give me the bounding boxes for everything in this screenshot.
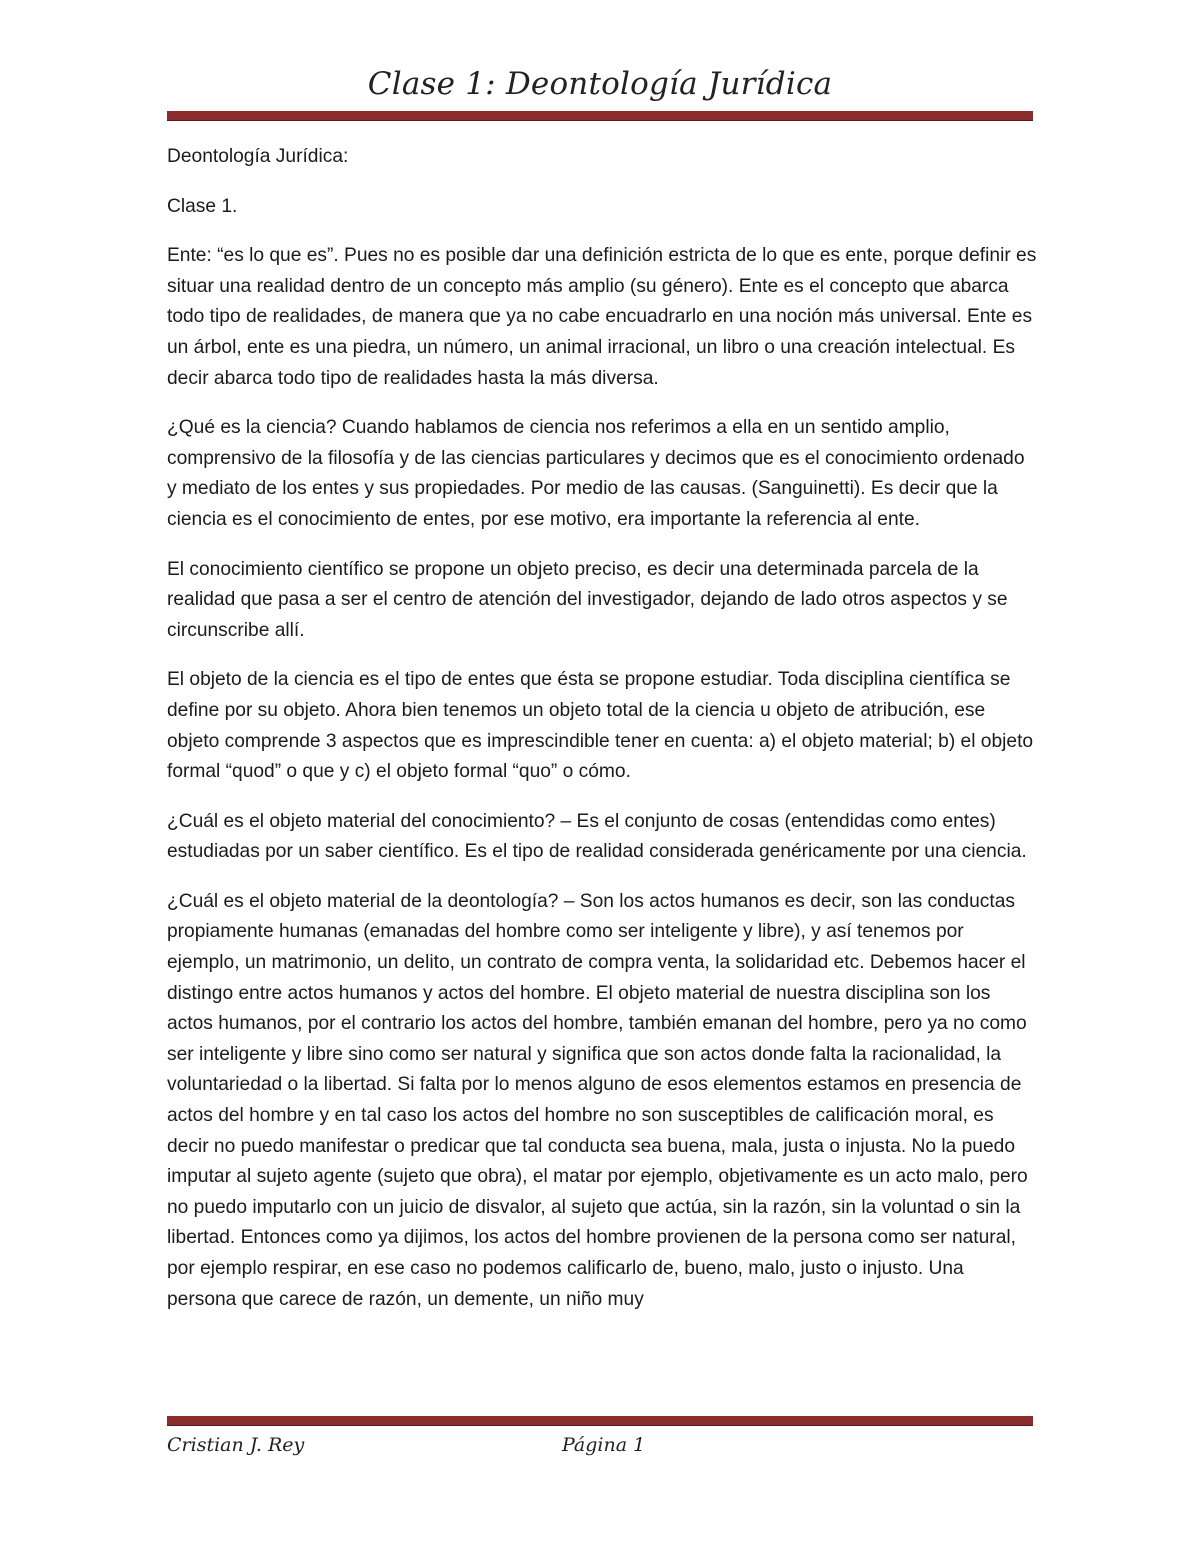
paragraph-objeto-material-conocimiento: ¿Cuál es el objeto material del conocimiento? – Es el conjunto de cosas (entendidas como entes) estudiadas por un saber científico. Es el tipo de realidad considerada genéricamente por una ciencia. (167, 810, 1027, 863)
footer-page-number: Página 1 (562, 1434, 646, 1456)
page-header-title: Clase 1: Deontología Jurídica (367, 66, 833, 102)
paragraph-conocimiento-cientifico: El conocimiento científico se propone un objeto preciso, es decir una determinada parcela de la realidad que pasa a ser el centro de atención del investigador, dejando de lado otros aspectos y se circunscribe allí. (167, 558, 1008, 641)
paragraph-class-label: Clase 1. (167, 195, 238, 217)
paragraph-objeto-material-deontologia: ¿Cuál es el objeto material de la deontología? – Son los actos humanos es decir, son las conductas propiamente humanas (emanadas del hombre como ser inteligente y libre), y así tenemos por ejemplo, un matrimonio, un delito, un contrato de compra venta, la solidaridad etc. Debemos hacer el distingo entre actos humanos y actos del hombre. El objeto material de nuestra disciplina son los actos humanos, por el contrario los actos del hombre, también emanan del hombre, pero ya no como ser inteligente y libre sino como ser natural y significa que son actos donde falta la racionalidad, la voluntariedad o la libertad. Si falta por lo menos alguno de esos elementos estamos en presencia de actos del hombre y en tal caso los actos del hombre no son susceptibles de calificación moral, es decir no puedo manifestar o predicar que tal conducta sea buena, mala, justa o injusta. No la puedo imputar al sujeto agente (sujeto que obra), el matar por ejemplo, objetivamente es un acto malo, pero no puedo imputarlo con un juicio de disvalor, al sujeto que actúa, sin la razón, sin la voluntad o sin la libertad. Entonces como ya dijimos, los actos del hombre provienen de la persona como ser natural, por ejemplo respirar, en ese caso no podemos calificarlo de, bueno, malo, justo o injusto. Una persona que carece de razón, un demente, un niño muy (167, 890, 1028, 1310)
header-rule (167, 111, 1033, 121)
paragraph-heading: Deontología Jurídica: (167, 146, 349, 167)
footer-author: Cristian J. Rey (167, 1434, 305, 1456)
paragraph-objeto-ciencia: El objeto de la ciencia es el tipo de entes que ésta se propone estudiar. Toda disciplina científica se define por su objeto. Ahora bien tenemos un objeto total de la ciencia u objeto de atribución, ese objeto comprende 3 aspectos que es imprescindible tener en cuenta: a) el objeto material; b) el objeto formal “quod” o que y c) el objeto formal “quo” o cómo. (167, 669, 1034, 783)
paragraph-ciencia: ¿Qué es la ciencia? Cuando hablamos de ciencia nos referimos a ella en un sentido amplio, comprensivo de la filosofía y de las ciencias particulares y decimos que es el conocimiento ordenado y mediato de los entes y sus propiedades. Por medio de las causas. (Sanguinetti). Es decir que la ciencia es el conocimiento de entes, por ese motivo, era importante la referencia al ente. (167, 417, 1025, 530)
paragraph-ente: Ente: “es lo que es”. Pues no es posible dar una definición estricta de lo que es ente, porque definir es situar una realidad dentro de un concepto más amplio (su género). Ente es el concepto que abarca todo tipo de realidades, de manera que ya no cabe encuadrarlo en una noción más universal. Ente es un árbol, ente es una piedra, un número, un animal irracional, un libro o una creación intelectual. Es decir abarca todo tipo de realidades hasta la más diversa. (167, 245, 1037, 389)
document-body (167, 142, 1037, 1334)
footer-rule (167, 1416, 1033, 1426)
